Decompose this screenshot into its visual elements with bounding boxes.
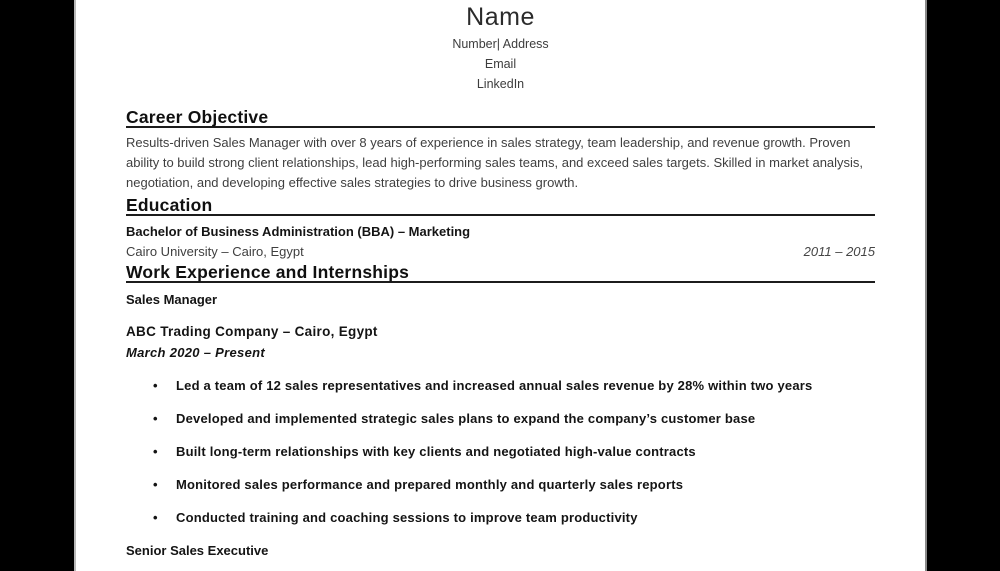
job-bullet: • Built long-term relationships with key clients and negotiated high-value contracts <box>126 444 875 459</box>
contact-linkedin: LinkedIn <box>476 77 525 91</box>
education-degree: Bachelor of Business Administration (BBA) – Marketing <box>126 224 471 239</box>
letterbox-right <box>927 0 1000 571</box>
resume-body <box>76 108 925 558</box>
job-bullet: • Developed and implemented strategic sales plans to expand the company’s customer base <box>126 411 875 426</box>
letterbox-left <box>0 0 74 571</box>
resume-header <box>76 0 925 94</box>
job-company: ABC Trading Company – Cairo, Egypt <box>126 324 378 339</box>
section-heading-career-objective: Career Objective <box>126 108 875 128</box>
job-role-sales-manager: Sales Manager <box>126 292 218 307</box>
resume-page <box>74 0 927 571</box>
education-school: Cairo University – Cairo, Egypt <box>126 244 304 259</box>
contact-block <box>76 34 925 94</box>
resume-name: Name <box>466 3 535 31</box>
career-objective-text: Results-driven Sales Manager with over 8 years of experience in sales strategy, team leadership, and revenue growth. Proven ability to build strong client relationships, lead high-performing sales teams, and exceed sales targets. Skilled in market analysis, negotiation, and developing effective sales strategies to drive business growth. <box>126 135 864 190</box>
job-dates: March 2020 – Present <box>126 345 265 360</box>
section-heading-education: Education <box>126 196 875 216</box>
job-bullet-list <box>126 378 875 525</box>
contact-number-address: Number| Address <box>452 37 549 51</box>
job-role-senior-sales-executive: Senior Sales Executive <box>126 543 269 558</box>
education-row <box>126 244 875 259</box>
contact-email: Email <box>484 57 517 71</box>
job-bullet: • Monitored sales performance and prepared monthly and quarterly sales reports <box>126 477 875 492</box>
section-heading-work-experience: Work Experience and Internships <box>126 263 875 283</box>
job-bullet: • Led a team of 12 sales representatives and increased annual sales revenue by 28% within two years <box>126 378 875 393</box>
education-dates: 2011 – 2015 <box>803 244 875 259</box>
job-bullet: • Conducted training and coaching sessions to improve team productivity <box>126 510 875 525</box>
